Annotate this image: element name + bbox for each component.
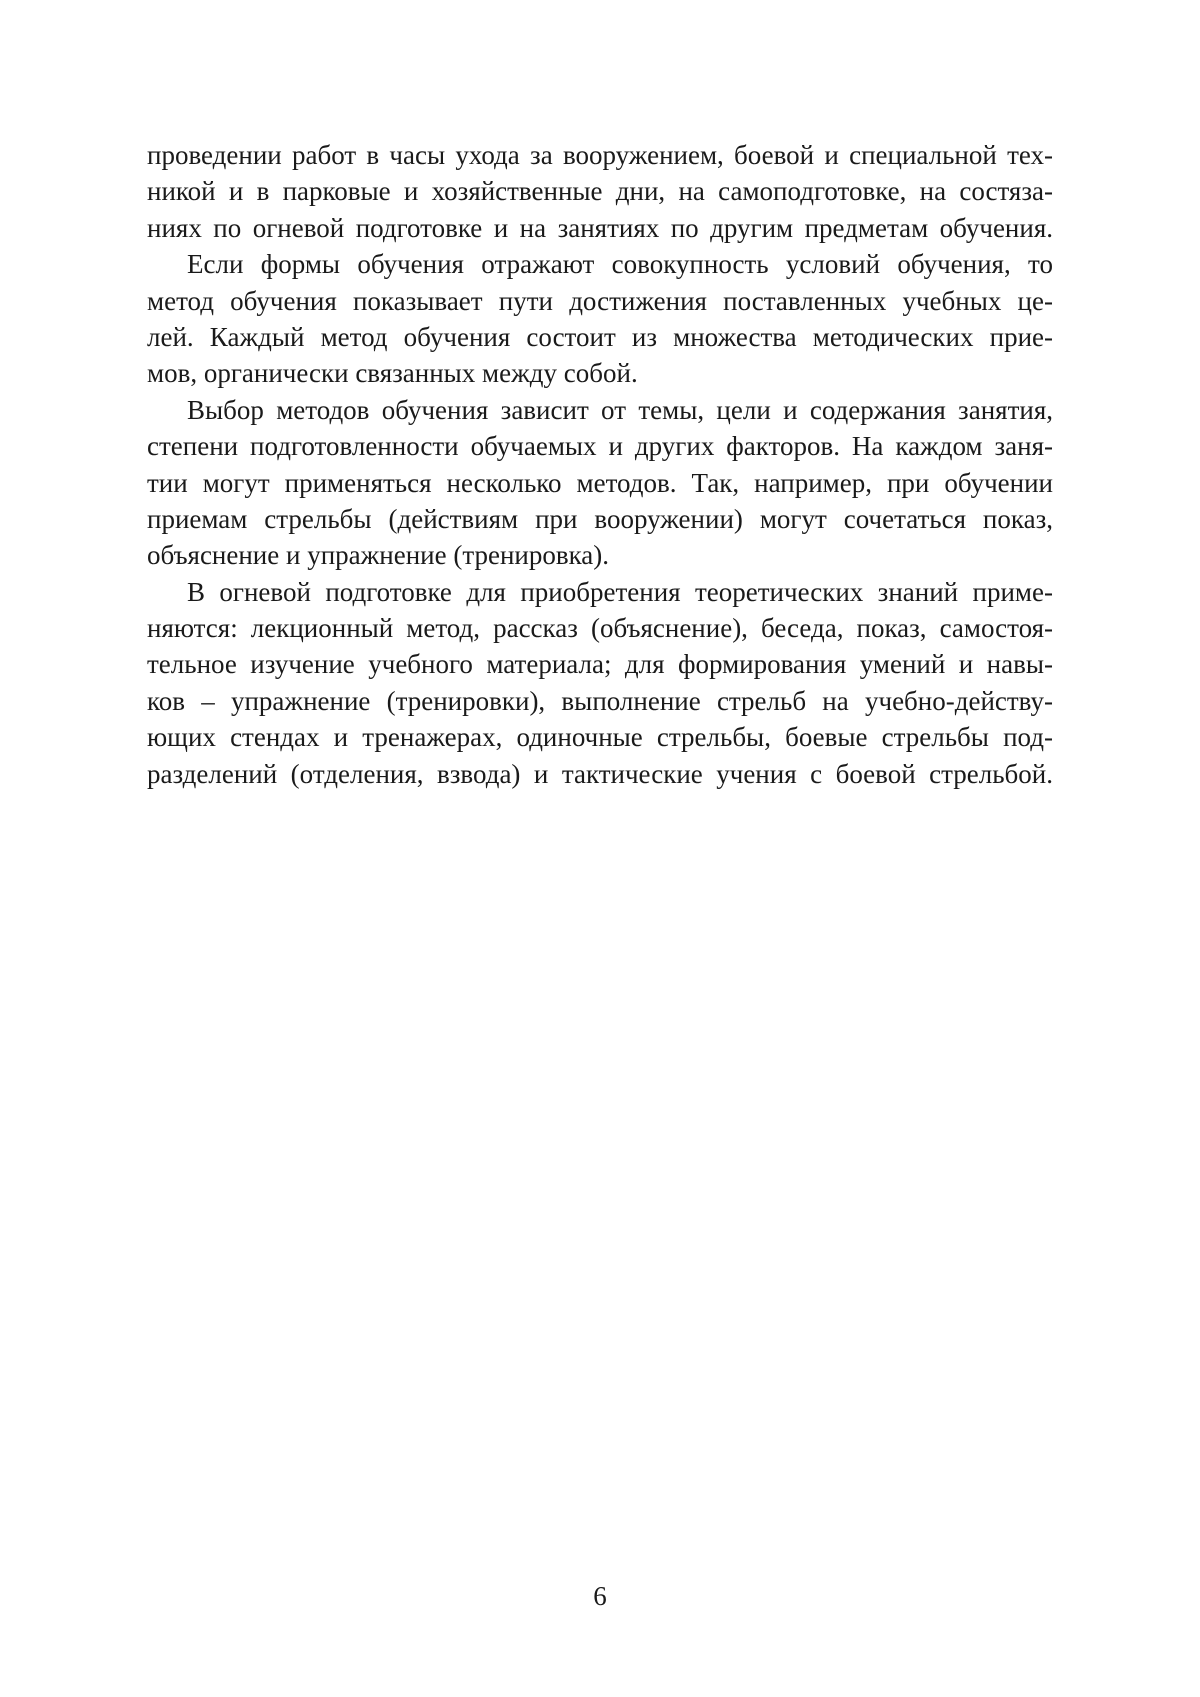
paragraph-2 — [147, 246, 1053, 392]
text-line: В огневой подготовке для приобретения теоретических знаний приме- — [187, 576, 1053, 607]
page-number: 6 — [593, 1581, 607, 1611]
text-line: тельное изучение учебного материала; для формирования умений и навы- — [147, 649, 1053, 680]
text-line: степени подготовленности обучаемых и других факторов. На каждом заня- — [147, 431, 1053, 462]
text-line: Если формы обучения отражают совокупность условий обучения, то — [187, 249, 1053, 280]
text-line: лей. Каждый метод обучения состоит из множества методических прие- — [147, 321, 1053, 352]
paragraph-1 — [147, 137, 1053, 246]
text-line: разделений (отделения, взвода) и тактические учения с боевой стрельбой. — [147, 758, 1053, 789]
paragraph-4 — [147, 574, 1053, 792]
text-line: ков – упражнение (тренировки), выполнение стрельб на учебно-действу- — [147, 685, 1053, 716]
text-line: ниях по огневой подготовке и на занятиях по другим предметам обучения. — [147, 212, 1053, 243]
text-line: объяснение и упражнение (тренировка). — [147, 540, 610, 571]
text-line: няются: лекционный метод, рассказ (объяснение), беседа, показ, самостоя- — [147, 613, 1053, 644]
text-line: мов, органически связанных между собой. — [147, 358, 638, 389]
body-text — [147, 137, 1053, 792]
text-line: метод обучения показывает пути достижения поставленных учебных це- — [147, 285, 1053, 316]
text-line: приемам стрельбы (действиям при вооружении) могут сочетаться показ, — [147, 503, 1053, 534]
paragraph-3 — [147, 392, 1053, 574]
text-line: ющих стендах и тренажерах, одиночные стрельбы, боевые стрельбы под- — [147, 722, 1053, 753]
text-line: тии могут применяться несколько методов. Так, например, при обучении — [147, 467, 1053, 498]
text-line: Выбор методов обучения зависит от темы, цели и содержания занятия, — [187, 394, 1053, 425]
text-line: проведении работ в часы ухода за вооружением, боевой и специальной тех- — [147, 140, 1053, 170]
text-line: никой и в парковые и хозяйственные дни, на самоподготовке, на состяза- — [147, 176, 1053, 207]
